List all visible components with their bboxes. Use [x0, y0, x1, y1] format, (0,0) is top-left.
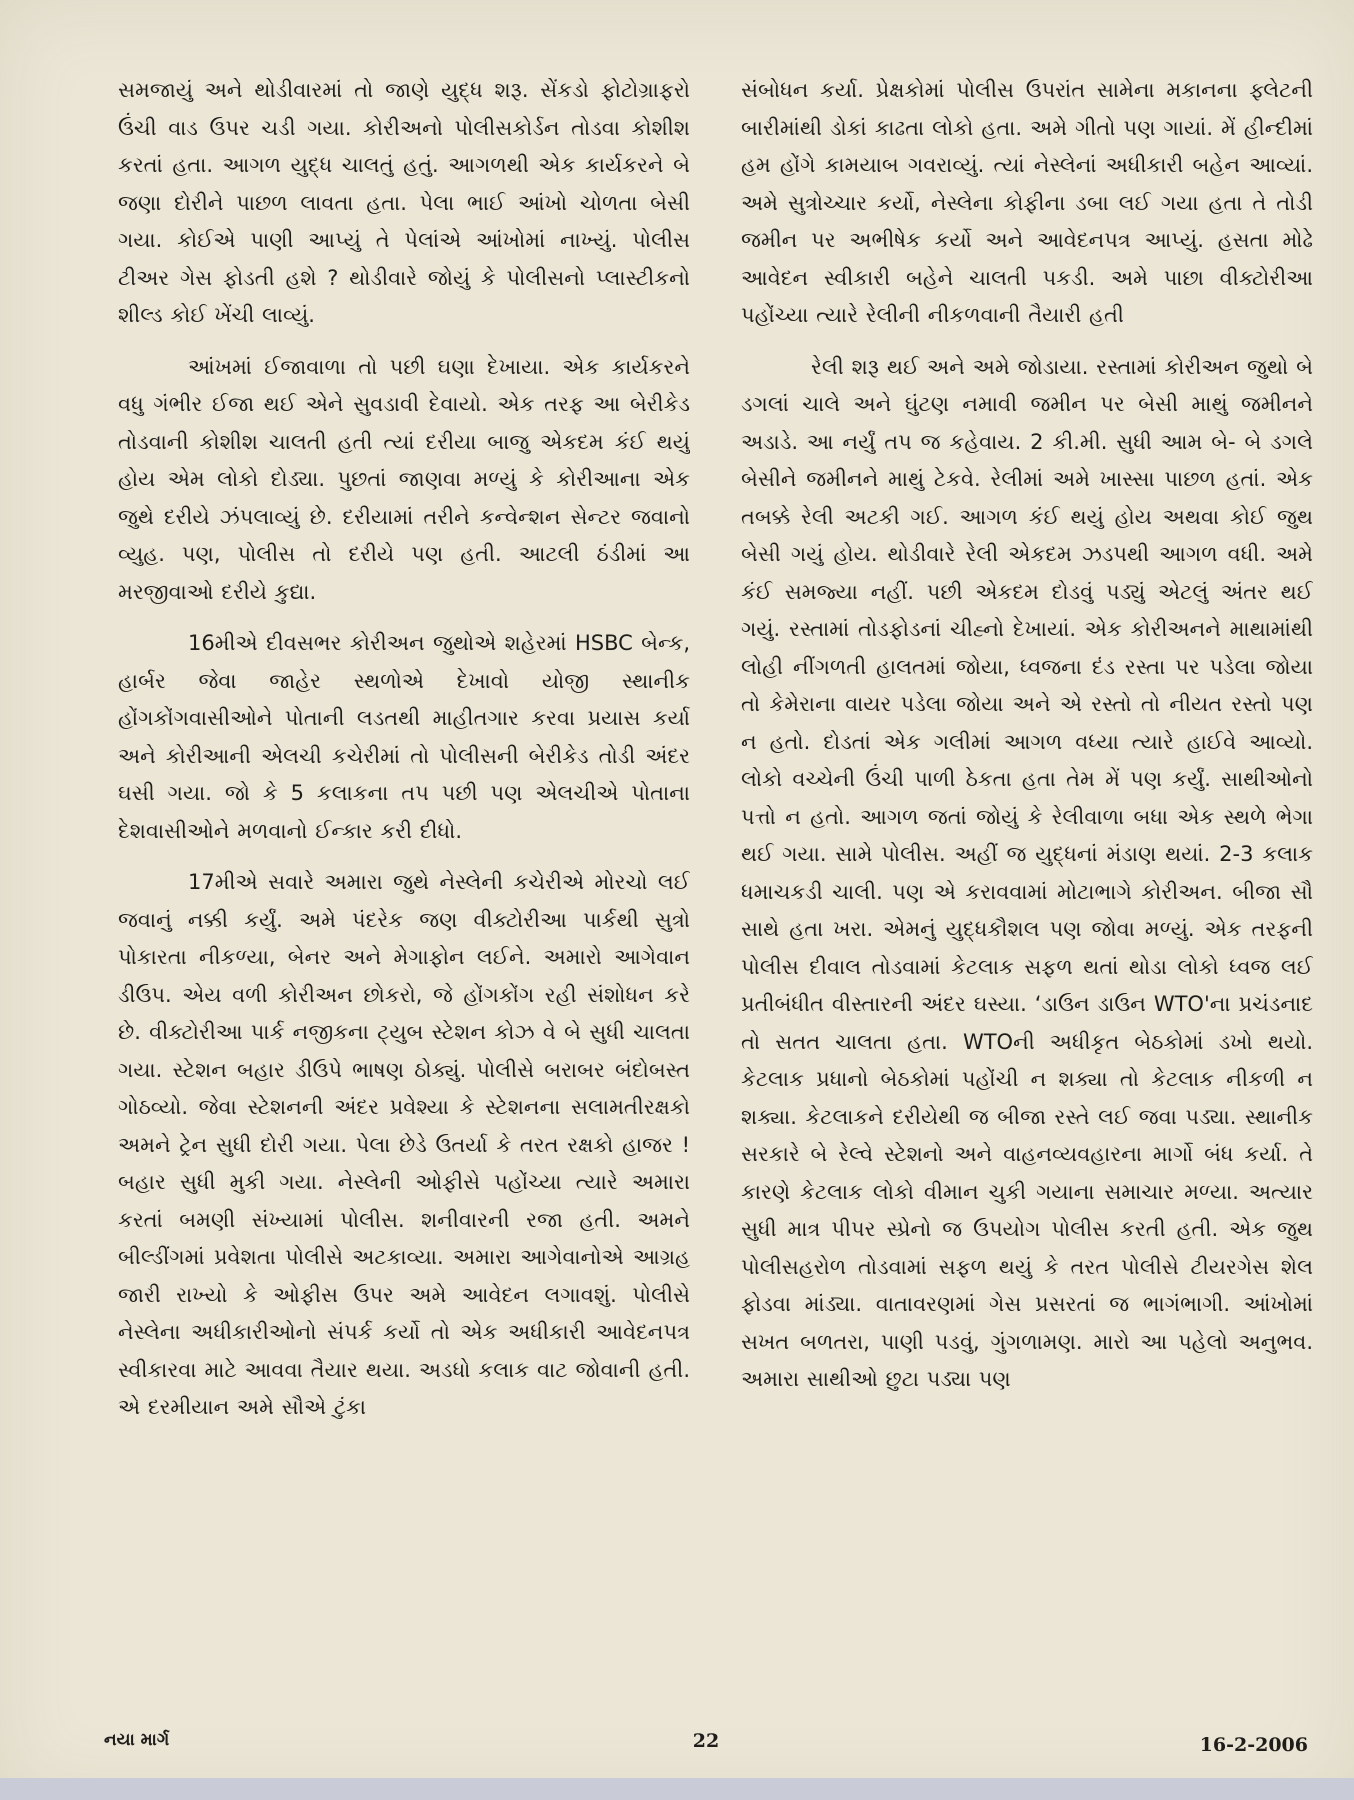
- article-body: [118, 72, 1313, 1707]
- paragraph: આંખમાં ઈજાવાળા તો પછી ઘણા દેખાયા. એક કાર્યકરને વધુ ગંભીર ઈજા થઈ એને સુવડાવી દેવાયો. એક તરફ આ બેરીકેડ તોડવાની કોશીશ ચાલતી હતી ત્યાં દરીયા બાજુ એકદમ કંઈ થયું હોય એમ લોકો દોડ્યા. પુછતાં જાણવા મળ્યું કે કોરીઆના એક જુથે દરીયે ઝંપલાવ્યું છે. દરીયામાં તરીને કન્વેન્શન સેન્ટર જવાનો વ્યુહ. પણ, પોલીસ તો દરીયે પણ હતી. આટલી ઠંડીમાં આ મરજીવાઓ દરીયે કુદ્યા.: [118, 354, 690, 604]
- paragraph: સંબોધન કર્યા. પ્રેક્ષકોમાં પોલીસ ઉપરાંત સામેના મકાનના ફ્લેટની બારીમાંથી ડોકાં કાઢતા લોકો હતા. અમે ગીતો પણ ગાયાં. મેં હીન્દીમાં હમ હોંગે કામયાબ ગવરાવ્યું. ત્યાં નેસ્લેનાં અધીકારી બહેન આવ્યાં. અમે સુત્રોચ્ચાર કર્યો, નેસ્લેના કોફીના ડબા લઈ ગયા હતા તે તોડી જમીન પર અભીષેક કર્યો અને આવેદનપત્ર આપ્યું. હસતા મોઢે આવેદન સ્વીકારી બહેને ચાલતી પકડી. અમે પાછા વીક્ટોરીઆ પહોંચ્યા ત્યારે રેલીની નીકળવાની તૈયારી હતી: [741, 78, 1313, 327]
- issue-date: 16-2-2006: [1199, 1734, 1308, 1756]
- page-footer: [104, 1722, 1308, 1762]
- publication-name: નયા માર્ગ: [104, 1730, 170, 1750]
- paragraph: 16મીએ દીવસભર કોરીઅન જુથોએ શહેરમાં HSBC બેન્ક, હાર્બર જેવા જાહેર સ્થળોએ દેખાવો યોજી સ્થાનીક હોંગકોંગવાસીઓને પોતાની લડતથી માહીતગાર કરવા પ્રયાસ કર્યા અને કોરીઆની એલચી કચેરીમાં તો પોલીસની બેરીકેડ તોડી અંદર ઘસી ગયા. જો કે 5 કલાકના તપ પછી પણ એલચીએ પોતાના દેશવાસીઓને મળવાનો ઈન્કાર કરી દીધો.: [118, 631, 690, 843]
- paragraph: સમજાયું અને થોડીવારમાં તો જાણે યુદ્ધ શરૂ. સેંકડો ફોટોગ્રાફરો ઉંચી વાડ ઉપર ચડી ગયા. કોરીઅનો પોલીસકોર્ડન તોડવા કોશીશ કરતાં હતા. આગળ યુદ્ધ ચાલતું હતું. આગળથી એક કાર્યકરને બે જણા દોરીને પાછળ લાવતા હતા. પેલા ભાઈ આંખો ચોળતા બેસી ગયા. કોઈએ પાણી આપ્યું તે પેલાંએ આંખોમાં નાખ્યું. પોલીસ ટીઅર ગેસ ફોડતી હશે ? થોડીવારે જોયું કે પોલીસનો પ્લાસ્ટીકનો શીલ્ડ કોઈ ખેંચી લાવ્યું.: [118, 78, 690, 327]
- scan-edge: [0, 1778, 1354, 1800]
- left-column: [118, 72, 690, 1707]
- right-column: [741, 72, 1313, 1707]
- paragraph: 17મીએ સવારે અમારા જુથે નેસ્લેની કચેરીએ મોરચો લઈ જવાનું નક્કી કર્યું. અમે પંદરેક જણ વીક્ટોરીઆ પાર્કથી સુત્રો પોકારતા નીકળ્યા, બેનર અને મેગાફોન લઈને. અમારો આગેવાન ડીઉપ. એય વળી કોરીઅન છોકરો, જે હોંગકોંગ રહી સંશોધન કરે છે. વીક્ટોરીઆ પાર્ક નજીકના ટ્યુબ સ્ટેશન કોઝ વે બે સુધી ચાલતા ગયા. સ્ટેશન બહાર ડીઉપે ભાષણ ઠોક્યું. પોલીસે બરાબર બંદોબસ્ત ગોઠવ્યો. જેવા સ્ટેશનની અંદર પ્રવેશ્યા કે સ્ટેશનના સલામતીરક્ષકો અમને ટ્રેન સુધી દોરી ગયા. પેલા છેડે ઉતર્યા કે તરત રક્ષકો હાજર ! બહાર સુધી મુકી ગયા. નેસ્લેની ઓફીસે પહોંચ્યા ત્યારે અમારા કરતાં બમણી સંખ્યામાં પોલીસ. શનીવારની રજા હતી. અમને બીલ્ડીંગમાં પ્રવેશતા પોલીસે અટકાવ્યા. અમારા આગેવાનોએ આગ્રહ જારી રાખ્યો કે ઓફીસ ઉપર અમે આવેદન લગાવશું. પોલીસે નેસ્લેના અધીકારીઓનો સંપર્ક કર્યો તો એક અધીકારી આવેદનપત્ર સ્વીકારવા માટે આવવા તૈયાર થયા. અડધો કલાક વાટ જોવાની હતી. એ દરમીયાન અમે સૌએ ટુંકા: [118, 870, 690, 1419]
- paragraph: રેલી શરૂ થઈ અને અમે જોડાયા. રસ્તામાં કોરીઅન જુથો બે ડગલાં ચાલે અને ઘુંટણ નમાવી જમીન પર બેસી માથું જમીનને અડાડે. આ નર્યું તપ જ કહેવાય. 2 કી.મી. સુધી આમ બે- બે ડગલે બેસીને જમીનને માથું ટેકવે. રેલીમાં અમે ખાસ્સા પાછળ હતાં. એક તબક્કે રેલી અટકી ગઈ. આગળ કંઈ થયું હોય અથવા કોઈ જુથ બેસી ગયું હોય. થોડીવારે રેલી એકદમ ઝડપથી આગળ વધી. અમે કંઈ સમજ્યા નહીં. પછી એકદમ દોડવું પડ્યું એટલું અંતર થઈ ગયું. રસ્તામાં તોડફોડનાં ચીહ્નો દેખાયાં. એક કોરીઅનને માથામાંથી લોહી નીંગળતી હાલતમાં જોયા, ધ્વજના દંડ રસ્તા પર પડેલા જોયા તો કેમેરાના વાયર પડેલા જોયા અને એ રસ્તો તો નીયત રસ્તો પણ ન હતો. દોડતાં એક ગલીમાં આગળ વધ્યા ત્યારે હાઈવે આવ્યો. લોકો વચ્ચેની ઉંચી પાળી ઠેકતા હતા તેમ મેં પણ કર્યું. સાથીઓનો પત્તો ન હતો. આગળ જતાં જોયું કે રેલીવાળા બધા એક સ્થળે ભેગા થઈ ગયા. સામે પોલીસ. અહીં જ યુદ્ધનાં મંડાણ થયાં. 2-3 કલાક ધમાચકડી ચાલી. પણ એ કરાવવામાં મોટાભાગે કોરીઅન. બીજા સૌ સાથે હતા ખરા. એમનું યુદ્ધકૌશલ પણ જોવા મળ્યું. એક તરફની પોલીસ દીવાલ તોડવામાં કેટલાક સફળ થતાં થોડા લોકો ધ્વજ લઈ પ્રતીબંધીત વીસ્તારની અંદર ઘસ્યા. ‘ડાઉન ડાઉન WTO'ના પ્રચંડનાદ તો સતત ચાલતા હતા. WTOની અધીકૃત બેઠકોમાં ડખો થયો. કેટલાક પ્રધાનો બેઠકોમાં પહોંચી ન શક્યા તો કેટલાક નીકળી ન શક્યા. કેટલાકને દરીયેથી જ બીજા રસ્તે લઈ જવા પડ્યા. સ્થાનીક સરકારે બે રેલ્વે સ્ટેશનો અને વાહનવ્યવહારના માર્ગો બંધ કર્યા. તે કારણે કેટલાક લોકો વીમાન ચુકી ગયાના સમાચાર મળ્યા. અત્યાર સુધી માત્ર પીપર સ્પ્રેનો જ ઉપયોગ પોલીસ કરતી હતી. એક જુથ પોલીસહરોળ તોડવામાં સફળ થયું કે તરત પોલીસે ટીયરગેસ શેલ ફોડવા માંડ્યા. વાતાવરણમાં ગેસ પ્રસરતાં જ ભાગંભાગી. આંખોમાં સખત બળતરા, પાણી પડવું, ગુંગળામણ. મારો આ પહેલો અનુભવ. અમારા સાથીઓ છુટા પડ્યા પણ: [741, 354, 1313, 1391]
- page-number: 22: [692, 1730, 720, 1752]
